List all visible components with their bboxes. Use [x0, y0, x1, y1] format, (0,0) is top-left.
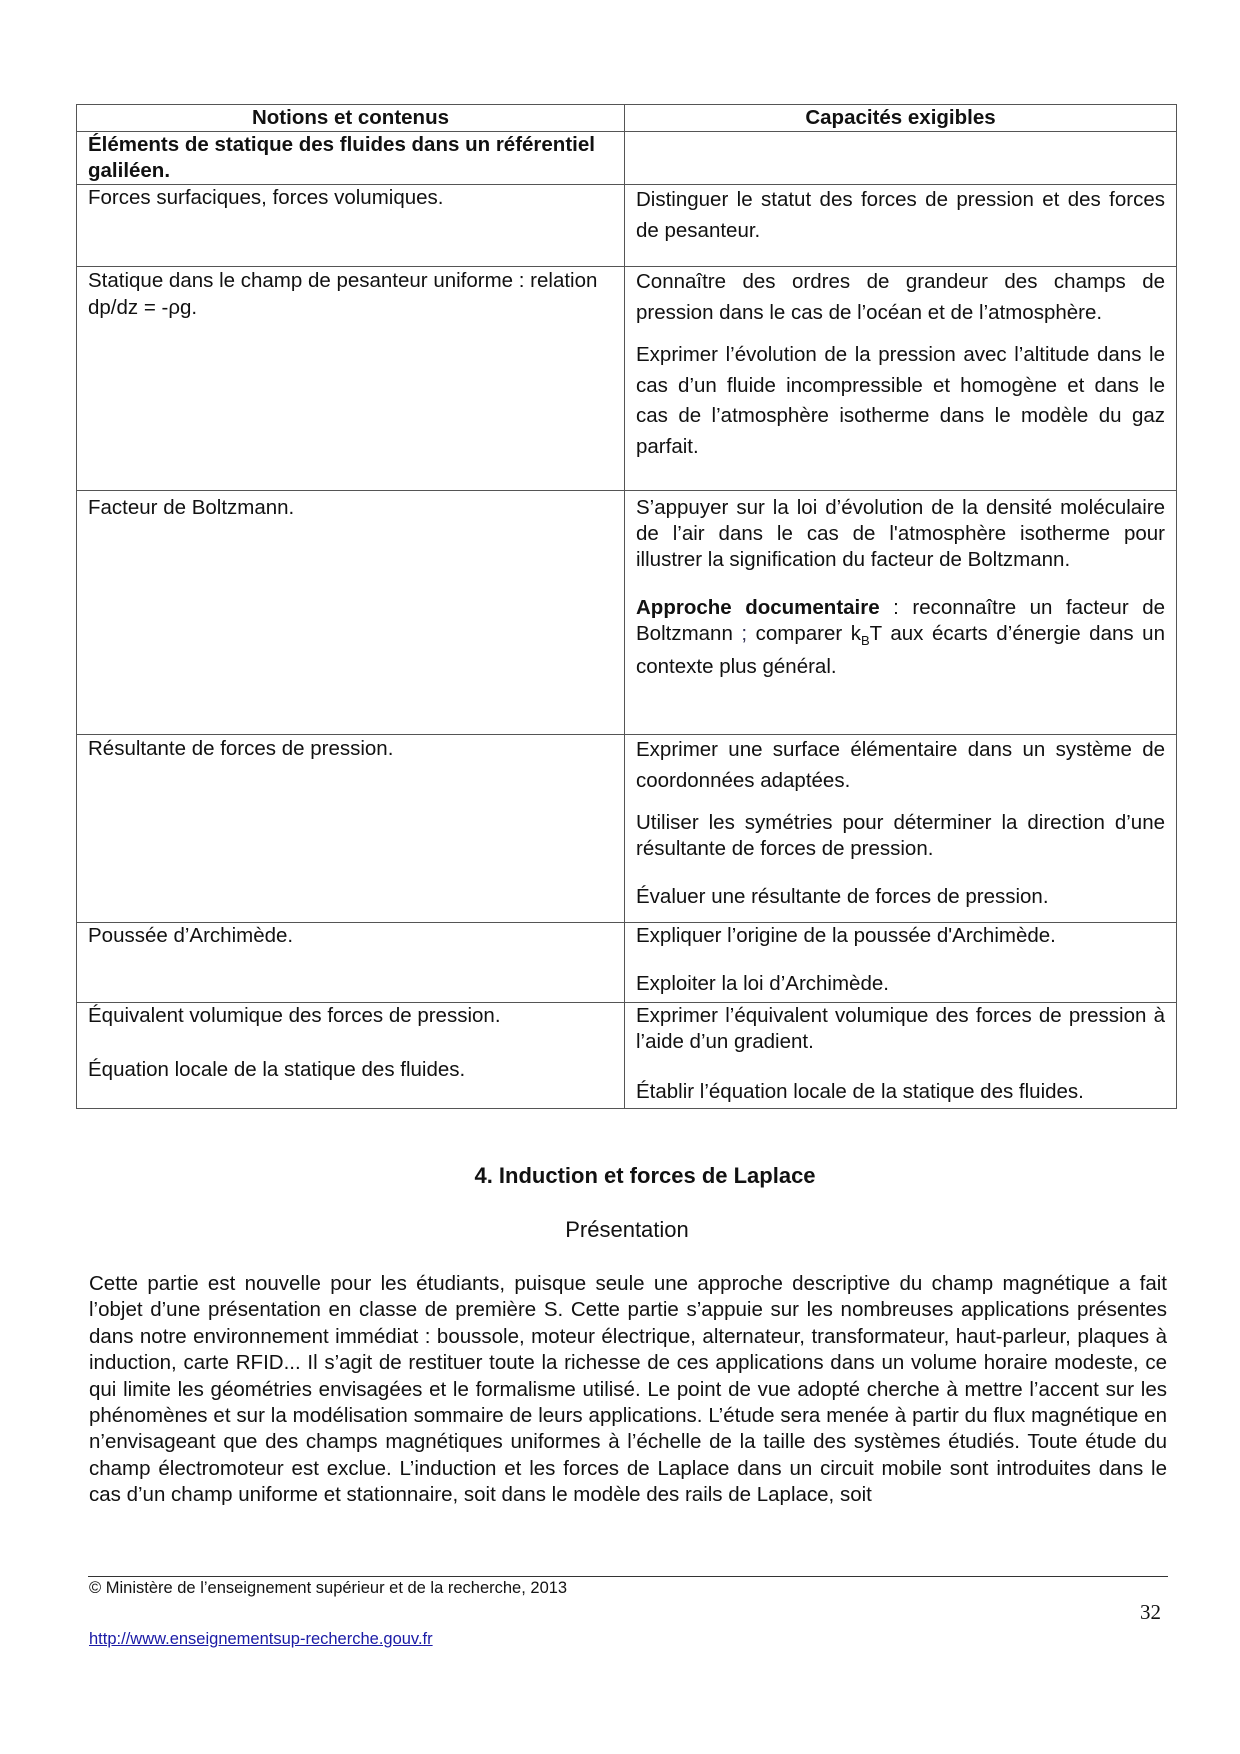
notion-cell: Statique dans le champ de pesanteur uniforme : relation dp/dz = -ρg. — [77, 267, 625, 491]
capacite-text: Établir l’équation locale de la statique des fluides. — [636, 1080, 1084, 1103]
capacite-cell — [625, 1003, 1177, 1109]
footer-copyright: © Ministère de l’enseignement supérieur et de la recherche, 2013 — [89, 1579, 568, 1597]
notion-cell: Poussée d’Archimède. — [77, 923, 625, 1003]
capacite-text: Connaître des ordres de grandeur des champs de pression dans le cas de l’océan et de l’atmosphère. — [636, 270, 1165, 324]
capacite-text: Distinguer le statut des forces de pression et des forces de pesanteur. — [636, 188, 1165, 242]
program-table — [76, 104, 1177, 1109]
notion-cell: Facteur de Boltzmann. — [77, 491, 625, 735]
notion-text: Équation locale de la statique des fluides. — [88, 1058, 466, 1081]
capacite-cell — [625, 185, 1177, 267]
capacite-cell — [625, 491, 1177, 735]
footer-link[interactable]: http://www.enseignementsup-recherche.gouv.fr — [89, 1630, 433, 1648]
subscript: B — [861, 633, 870, 649]
capacite-text: Exprimer une surface élémentaire dans un système de coordonnées adaptées. — [636, 738, 1165, 792]
capacite-text: Évaluer une résultante de forces de pression. — [636, 885, 1049, 908]
presentation-paragraph: Cette partie est nouvelle pour les étudiants, puisque seule une approche descriptive du champ magnétique a fait l’objet d’une présentation en classe de première S. Cette partie s’appuie sur les nombreuses applications présentes dans notre environnement immédiat : boussole, moteur électrique, alternateur, transformateur, haut-parleur, plaques à induction, carte RFID... Il s’agit de restituer toute la richesse de ces applications dans un volume horaire modeste, ce qui limite les géométries envisagées et le formalisme utilisé. Le point de vue adopté cherche à mettre l’accent sur les phénomènes et sur la modélisation sommaire de leurs applications. L’étude sera menée à partir du flux magnétique en n’envisageant que des champs magnétiques uniformes à l’échelle de la taille des systèmes étudiés. Toute étude du champ électromoteur est exclue. L’induction et les forces de Laplace dans un circuit mobile sont introduites dans le cas d’un champ uniforme et stationnaire, soit dans le modèle des rails de Laplace, soit — [89, 1272, 1167, 1507]
capacite-text: Utiliser les symétries pour déterminer la direction d’une résultante de forces de pression. — [636, 811, 1165, 860]
section-heading: 4. Induction et forces de Laplace — [474, 1163, 816, 1188]
notion-cell: Forces surfaciques, forces volumiques. — [77, 185, 625, 267]
capacite-text: S’appuyer sur la loi d’évolution de la densité moléculaire de l’air dans le cas de l'atmosphère isotherme pour illustrer la signification du facteur de Boltzmann. — [636, 496, 1165, 571]
capacite-cell — [625, 735, 1177, 923]
header-notions: Notions et contenus — [77, 105, 625, 132]
capacite-text: Exprimer l’évolution de la pression avec l’altitude dans le cas d’un fluide incompressible et homogène et dans le cas de l’atmosphère isotherme dans le modèle du gaz parfait. — [636, 343, 1165, 458]
page-number: 32 — [1140, 1600, 1161, 1624]
empty-cell — [625, 132, 1177, 185]
notion-text: Équivalent volumique des forces de pression. — [88, 1004, 501, 1027]
approche-label: Approche documentaire — [636, 596, 880, 619]
section-title: Éléments de statique des fluides dans un référentiel galiléen. — [88, 133, 595, 182]
footer-divider — [88, 1576, 1168, 1577]
capacite-text: Exprimer l’équivalent volumique des forces de pression à l’aide d’un gradient. — [636, 1004, 1165, 1053]
capacite-cell — [625, 923, 1177, 1003]
text: comparer k — [747, 622, 861, 645]
notion-cell — [77, 1003, 625, 1109]
header-capacites: Capacités exigibles — [625, 105, 1177, 132]
text: : reconnaître un facteur de Boltzmann — [636, 596, 1165, 645]
section-subheading: Présentation — [565, 1217, 689, 1242]
text: ; — [732, 622, 748, 645]
section-title-cell — [77, 132, 625, 185]
capacite-cell — [625, 267, 1177, 491]
capacite-text: Expliquer l’origine de la poussée d'Archimède. — [636, 924, 1056, 947]
notion-cell: Résultante de forces de pression. — [77, 735, 625, 923]
text: T aux écarts d’énergie dans un contexte plus général. — [636, 622, 1165, 679]
capacite-text: Exploiter la loi d’Archimède. — [636, 972, 889, 995]
approche-documentaire — [636, 595, 1165, 680]
